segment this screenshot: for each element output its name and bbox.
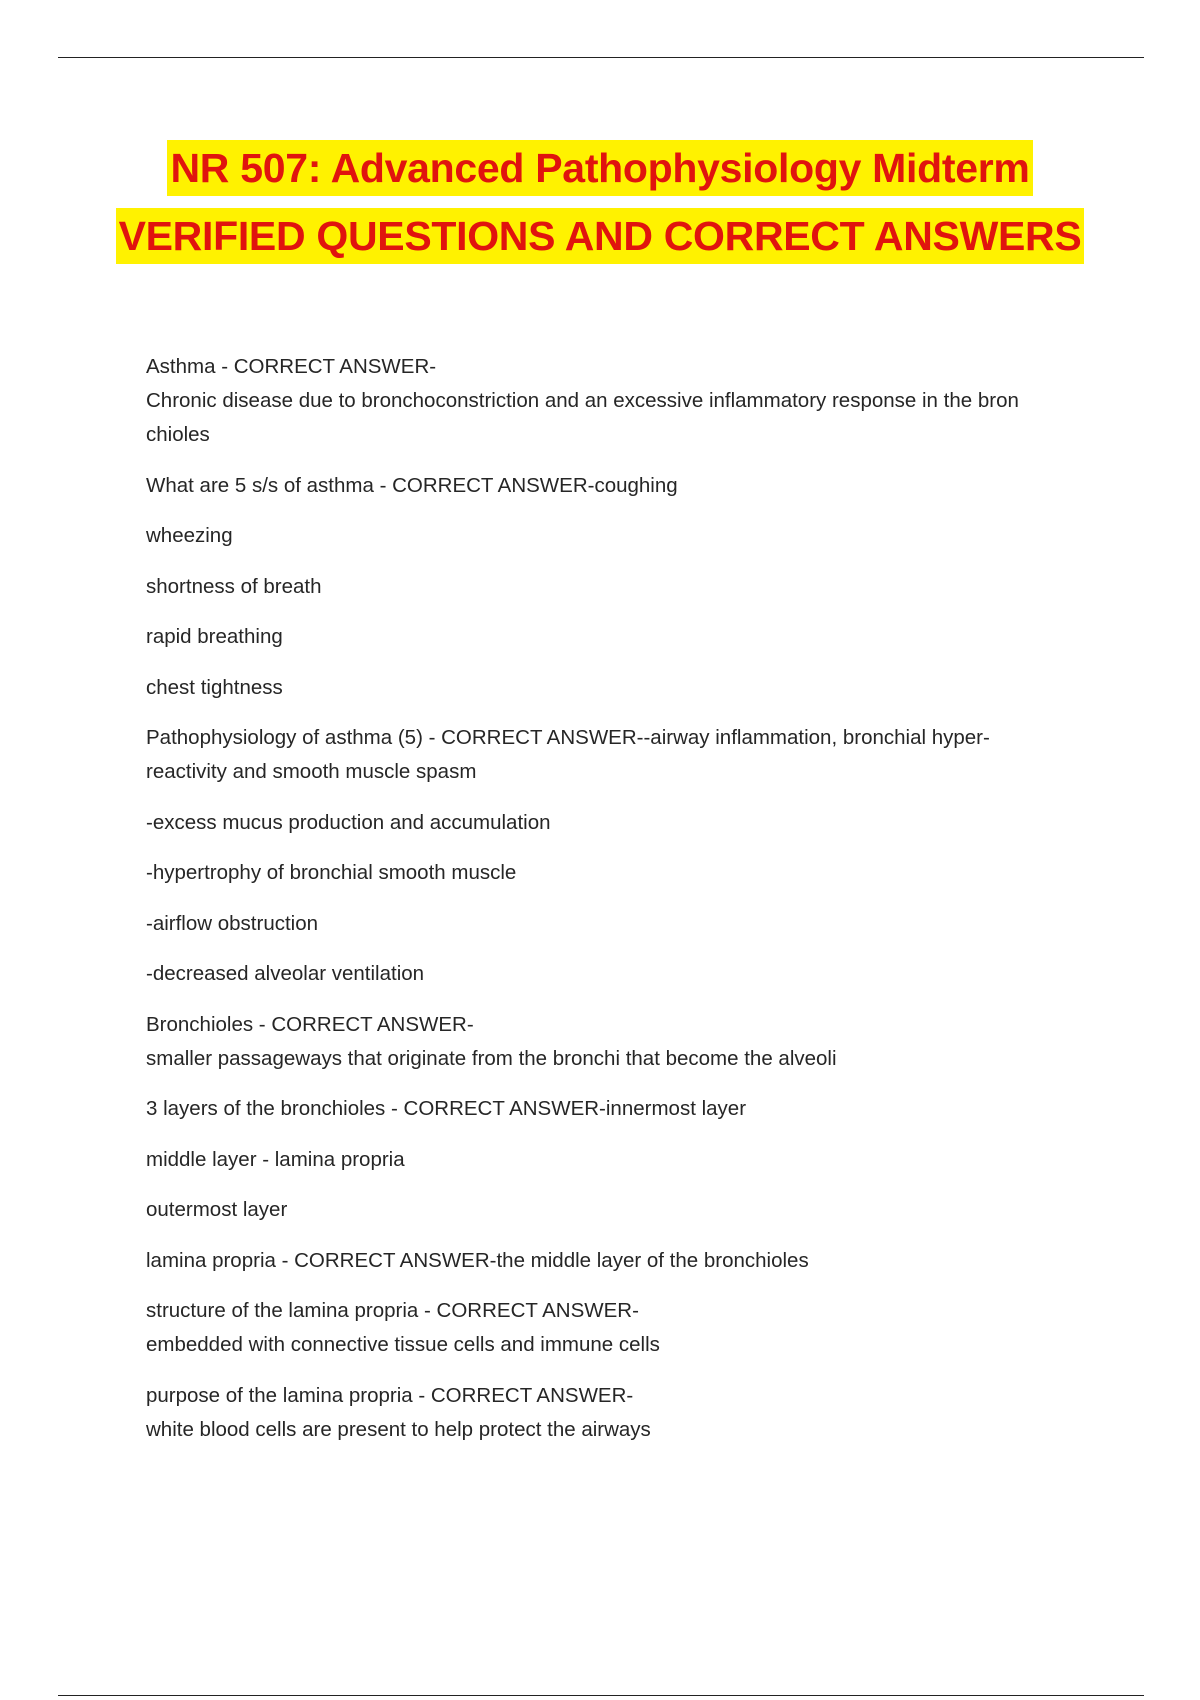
document-title: [0, 140, 1200, 276]
header-rule: [58, 57, 1144, 58]
qa-entry: [146, 1244, 1096, 1278]
qa-entry-line: -decreased alveolar ventilation: [146, 962, 425, 985]
qa-entry-line: rapid breathing: [146, 625, 283, 648]
qa-entry: [146, 957, 1096, 991]
qa-entry: [146, 570, 1096, 604]
qa-entry-line: structure of the lamina propria - CORRECT ANSWER-: [146, 1299, 639, 1322]
qa-entry-line: -excess mucus production and accumulation: [146, 810, 551, 834]
qa-entry: [146, 671, 1096, 705]
qa-entry: [146, 620, 1096, 654]
qa-entry: [146, 721, 1096, 789]
qa-entry-line: purpose of the lamina propria - CORRECT ANSWER-: [146, 1383, 634, 1407]
qa-entry-line: outermost layer: [146, 1198, 288, 1221]
qa-entry-line: embedded with connective tissue cells and immune cells: [146, 1333, 660, 1356]
qa-entry-line: chest tightness: [146, 675, 283, 699]
qa-entry-line: What are 5 s/s of asthma - CORRECT ANSWER-coughing: [146, 473, 678, 497]
footer-rule: [58, 1695, 1144, 1696]
qa-entry-line: Bronchioles - CORRECT ANSWER-: [146, 1012, 474, 1036]
qa-entry-line: Chronic disease due to bronchoconstriction and an excessive inflammatory response in the bron: [146, 389, 1019, 412]
qa-entry-line: 3 layers of the bronchioles - CORRECT ANSWER-innermost layer: [146, 1097, 747, 1120]
qa-entry-line: Pathophysiology of asthma (5) - CORRECT ANSWER--airway inflammation, bronchial hyper-: [146, 726, 990, 749]
title-line-1: NR 507: Advanced Pathophysiology Midterm: [167, 140, 1032, 196]
qa-entry-line: wheezing: [146, 524, 233, 547]
qa-entry: [146, 856, 1096, 890]
qa-entry: [146, 1092, 1096, 1126]
qa-entry: [146, 350, 1096, 452]
qa-list: [146, 350, 1096, 1463]
qa-entry-line: middle layer - lamina propria: [146, 1147, 405, 1171]
qa-entry-line: smaller passageways that originate from the bronchi that become the alveoli: [146, 1046, 837, 1070]
qa-entry-line: reactivity and smooth muscle spasm: [146, 760, 477, 783]
qa-entry: [146, 1294, 1096, 1362]
qa-entry-line: -hypertrophy of bronchial smooth muscle: [146, 861, 517, 884]
qa-entry: [146, 469, 1096, 503]
qa-entry: [146, 1143, 1096, 1177]
qa-entry: [146, 1008, 1096, 1076]
qa-entry: [146, 1193, 1096, 1227]
qa-entry-line: white blood cells are present to help protect the airways: [146, 1417, 651, 1441]
title-line-2: VERIFIED QUESTIONS AND CORRECT ANSWERS: [116, 208, 1085, 264]
qa-entry-line: -airflow obstruction: [146, 911, 319, 935]
qa-entry: [146, 1379, 1096, 1447]
qa-entry-line: Asthma - CORRECT ANSWER-: [146, 355, 437, 378]
qa-entry-line: lamina propria - CORRECT ANSWER-the middle layer of the bronchioles: [146, 1248, 809, 1272]
qa-entry-line: shortness of breath: [146, 574, 322, 598]
qa-entry: [146, 519, 1096, 553]
qa-entry-line: chioles: [146, 423, 210, 446]
qa-entry: [146, 907, 1096, 941]
qa-entry: [146, 806, 1096, 840]
